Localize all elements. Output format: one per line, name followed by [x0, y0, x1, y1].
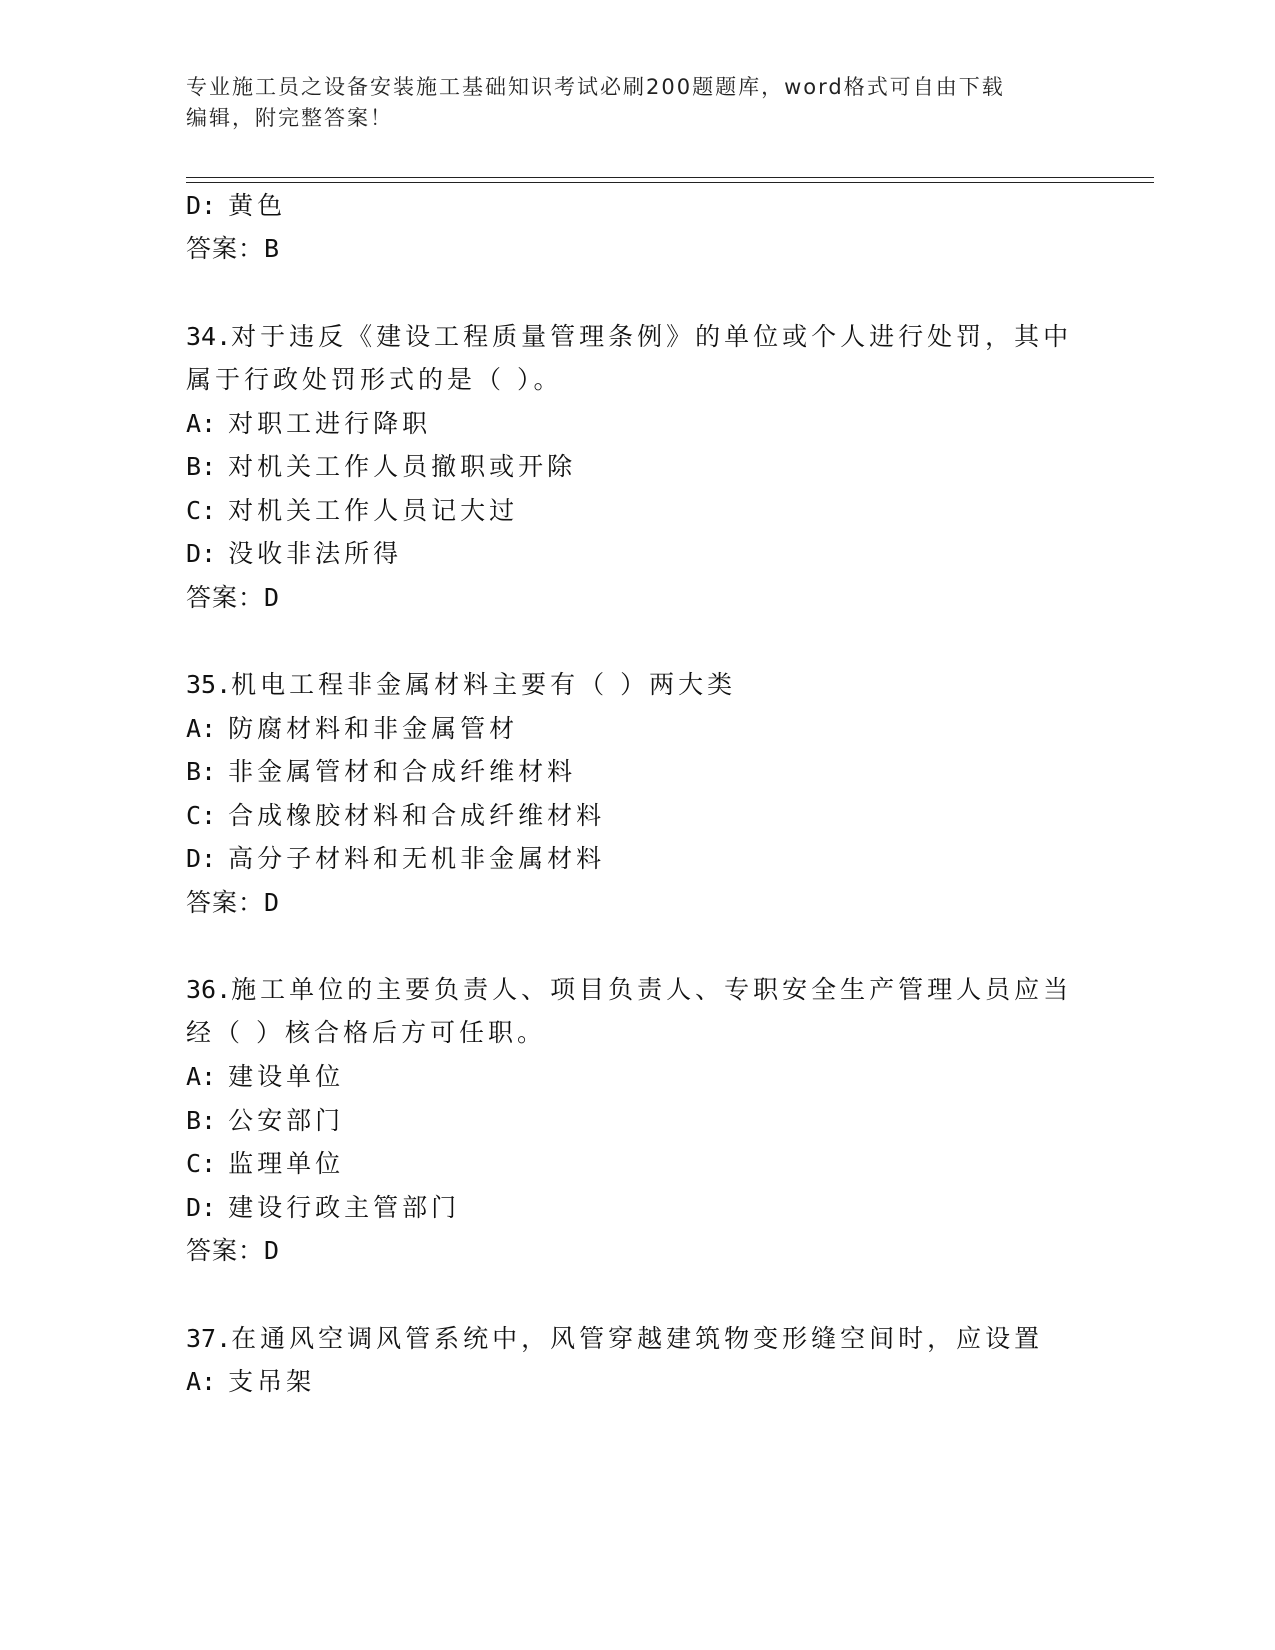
header-divider-bottom	[186, 182, 1154, 183]
option-d-carryover: D: 黄色	[186, 191, 287, 220]
question-35-option-c: C: 合成橡胶材料和合成纤维材料	[186, 801, 606, 830]
question-35-stem-line-1: 35.机电工程非金属材料主要有（ ）两大类	[186, 670, 737, 699]
question-36-answer: 答案：D	[186, 1236, 281, 1265]
question-35-answer: 答案：D	[186, 888, 281, 917]
question-34-option-c: C: 对机关工作人员记大过	[186, 496, 519, 525]
question-35-option-a: A: 防腐材料和非金属管材	[186, 714, 519, 743]
answer-carryover: 答案：B	[186, 234, 281, 263]
question-34-option-d: D: 没收非法所得	[186, 539, 403, 568]
question-34-stem-line-1: 34.对于违反《建设工程质量管理条例》的单位或个人进行处罚，其中	[186, 322, 1073, 351]
question-36-option-d: D: 建设行政主管部门	[186, 1193, 461, 1222]
question-37-stem-line-1: 37.在通风空调风管系统中，风管穿越建筑物变形缝空间时，应设置	[186, 1324, 1044, 1353]
question-36-option-b: B: 公安部门	[186, 1106, 345, 1135]
question-35-option-d: D: 高分子材料和无机非金属材料	[186, 844, 606, 873]
header-line-1: 专业施工员之设备安装施工基础知识考试必刷200题题库，word格式可自由下载	[186, 75, 1005, 99]
question-35-option-b: B: 非金属管材和合成纤维材料	[186, 757, 577, 786]
question-34-option-b: B: 对机关工作人员撤职或开除	[186, 452, 577, 481]
question-34-stem-line-2: 属于行政处罚形式的是（ ）。	[186, 365, 563, 394]
question-36-option-c: C: 监理单位	[186, 1149, 345, 1178]
question-34-option-a: A: 对职工进行降职	[186, 409, 432, 438]
header-line-2: 编辑，附完整答案！	[186, 106, 393, 130]
question-36-stem-line-1: 36.施工单位的主要负责人、项目负责人、专职安全生产管理人员应当	[186, 975, 1073, 1004]
question-37-option-a: A: 支吊架	[186, 1367, 316, 1396]
question-34-answer: 答案：D	[186, 583, 281, 612]
header-divider-top	[186, 177, 1154, 178]
question-36-option-a: A: 建设单位	[186, 1062, 345, 1091]
question-36-stem-line-2: 经（ ）核合格后方可任职。	[186, 1018, 546, 1047]
document-header	[186, 72, 1066, 134]
